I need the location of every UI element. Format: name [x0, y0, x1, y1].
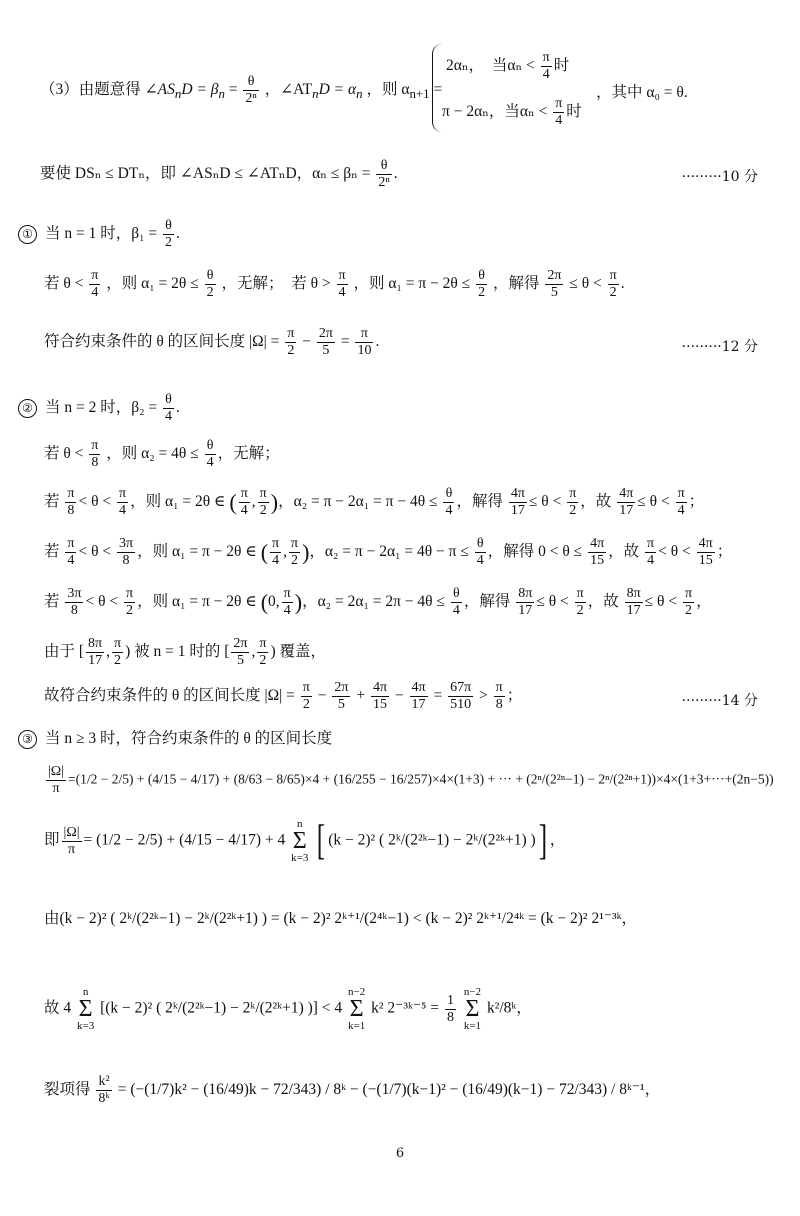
case-n1: ① 当 n = 1 时，β₁ = $\frac{\theta}{2}$ .: [18, 218, 180, 251]
telescoping: 裂项得 $\frac{\text{k²}}{\text{8ᵏ}}$ = (−(1/7)k² − (16/49)k − 72/343) / 8ᵏ − (−(1/7)(k−1)² − (16/49)(k−1) − 72/343) / 8ᵏ⁻¹，: [44, 1074, 661, 1106]
sigma: n−2 Σ k=1: [348, 986, 366, 1032]
score-10: ·········10 分: [681, 169, 758, 185]
case-n2-range-3: 若 $\frac{3\pi}{8}$ < θ < $\frac{\pi}{2}$ ，则 α₁ = π − 2θ ∈ (0, $\frac{\pi}{4}$ )，α₂ = 2α₁ = 2π − 4θ ≤ $\frac{\theta}{4}$ ，解得 $\frac{8\pi}{17}$ ≤ θ < $\frac{\pi}{2}$ ，故 $\frac{8\pi}{17}$ ≤ θ < $\frac{\pi}{2}$ ，: [44, 586, 712, 618]
case-2: π − 2αₙ，当αₙ < $\frac{\pi}{4}$ 时: [442, 96, 582, 128]
part-label: （3）由题意得: [40, 81, 141, 99]
case-n2-a: 若 θ < $\frac{\pi}{8}$ ，则 α₂ = 4θ ≤ $\frac{\theta}{4}$ ，无解；: [44, 438, 280, 470]
inequality-2: 故 4 n Σ k=3 [(k − 2)² ( 2ᵏ/(2²ᵏ−1) − 2ᵏ/(2²ᵏ+1) )] < 4 n−2 Σ k=1 k² 2⁻³ᵏ⁻⁵ = $\frac{1}{8}$ n−2 Σ k=1 k²/8ᵏ，: [44, 986, 532, 1032]
sum-form: 即 $\frac{|\Omega|}{\pi}$ = (1/2 − 2/5) + (4/15 − 4/17) + 4 n Σ k=3 [ (k − 2)² ( 2ᵏ/(2²ᵏ−1) − 2ᵏ/(2²ᵏ+1) )] ，: [44, 818, 566, 864]
sigma: n Σ k=3: [291, 818, 309, 864]
case-n2: ② 当 n = 2 时，β₂ = $\frac{\theta}{4}$ .: [18, 392, 180, 425]
sigma: n−2 Σ k=1: [463, 986, 482, 1032]
case-n1-analysis: 若 θ < $\frac{\pi}{4}$ ，则 α₁ = 2θ ≤ $\frac{\theta}{2}$ ，无解； 若 θ > $\frac{\pi}{4}$ ，则 α₁ = π − 2θ ≤ $\frac{\theta}{2}$ ，解得 $\frac{2\pi}{5}$ ≤ θ < $\frac{\pi}{2}$ .: [44, 268, 625, 300]
sum-expansion: $\frac{|\Omega|}{\pi}$ =(1/2 − 2/5) + (4/15 − 4/17) + (8/63 − 8/65)×4 + (16/255 − 16/257)×4×(1+3) + ··· + (2ⁿ/(2²ⁿ−1) − 2ⁿ/(2²ⁿ+1))×4×(1+3+···+(2n−5)): [48, 764, 774, 796]
score-12: ·········12 分: [681, 339, 758, 355]
coverage-note: 由于 [ $\frac{8\pi}{17}$ , $\frac{\pi}{2}$ ) 被 n = 1 时的 [ $\frac{2\pi}{5}$ , $\frac{\pi}{2}$ ) 覆盖，: [44, 636, 326, 668]
line-2: 要使 DSₙ ≤ DTₙ，即 ∠ASₙD ≤ ∠ATₙD，αₙ ≤ βₙ = $\frac{\theta}{\text{2ⁿ}}$ .: [40, 158, 398, 190]
fraction: $\frac{\theta}{\text{2ⁿ}}$: [245, 74, 257, 106]
case-n2-length: 故符合约束条件的 θ 的区间长度 |Ω| = $\frac{\pi}{2}$ − $\frac{2\pi}{5}$ + $\frac{4\pi}{15}$ − $\frac{4\pi}{17}$ = $\frac{67\pi}{510}$ > $\frac{\pi}{8}$ ；: [44, 680, 523, 712]
case-n2-range-1: 若 $\frac{\pi}{8}$ < θ < $\frac{\pi}{4}$ ，则 α₁ = 2θ ∈ ( $\frac{\pi}{4}$ , $\frac{\pi}{2}$ )，α₂ = π − 2α₁ = π − 4θ ≤ $\frac{\theta}{4}$ ，解得 $\frac{4\pi}{17}$ ≤ θ < $\frac{\pi}{2}$ ，故 $\frac{4\pi}{17}$ ≤ θ < $\frac{\pi}{4}$ ；: [44, 486, 705, 518]
case-n1-length: 符合约束条件的 θ 的区间长度 |Ω| = $\frac{\pi}{2}$ − $\frac{2\pi}{5}$ = $\frac{\pi}{10}$ .: [44, 326, 380, 358]
line-1-tail: ，其中 α₀ = θ.: [596, 84, 688, 101]
case-n2-range-2: 若 $\frac{\pi}{4}$ < θ < $\frac{3\pi}{8}$ ，则 α₁ = π − 2θ ∈ ( $\frac{\pi}{4}$ , $\frac{\pi}{2}$ )，α₂ = π − 2α₁ = 4θ − π ≤ $\frac{\theta}{4}$ ，解得 0 < θ ≤ $\frac{4\pi}{15}$ ，故 $\frac{\pi}{4}$ < θ < $\frac{4\pi}{15}$ ；: [44, 536, 733, 568]
line-1: （3）由题意得 $\angle AS_nD = \beta_n$ = $\frac{\theta}{\text{2ⁿ}}$ ，$\angle AT_nD = \alpha_n$ ，则 $\alpha_{n+1}$ =: [40, 74, 443, 106]
score-14: ·········14 分: [681, 693, 758, 709]
sigma: n Σ k=3: [77, 986, 95, 1032]
case-1: 2αₙ， 当αₙ < $\frac{\pi}{4}$ 时: [446, 50, 570, 82]
page-number: 6: [395, 1146, 405, 1161]
case-n3: ③ 当 n ≥ 3 时，符合约束条件的 θ 的区间长度: [18, 726, 332, 749]
inequality-1: 由(k − 2)² ( 2ᵏ/(2²ᵏ−1) − 2ᵏ/(2²ᵏ+1) ) = (k − 2)² 2ᵏ⁺¹/(2⁴ᵏ−1) < (k − 2)² 2ᵏ⁺¹/2⁴ᵏ = (k − 2)² 2¹⁻³ᵏ，: [44, 910, 638, 927]
